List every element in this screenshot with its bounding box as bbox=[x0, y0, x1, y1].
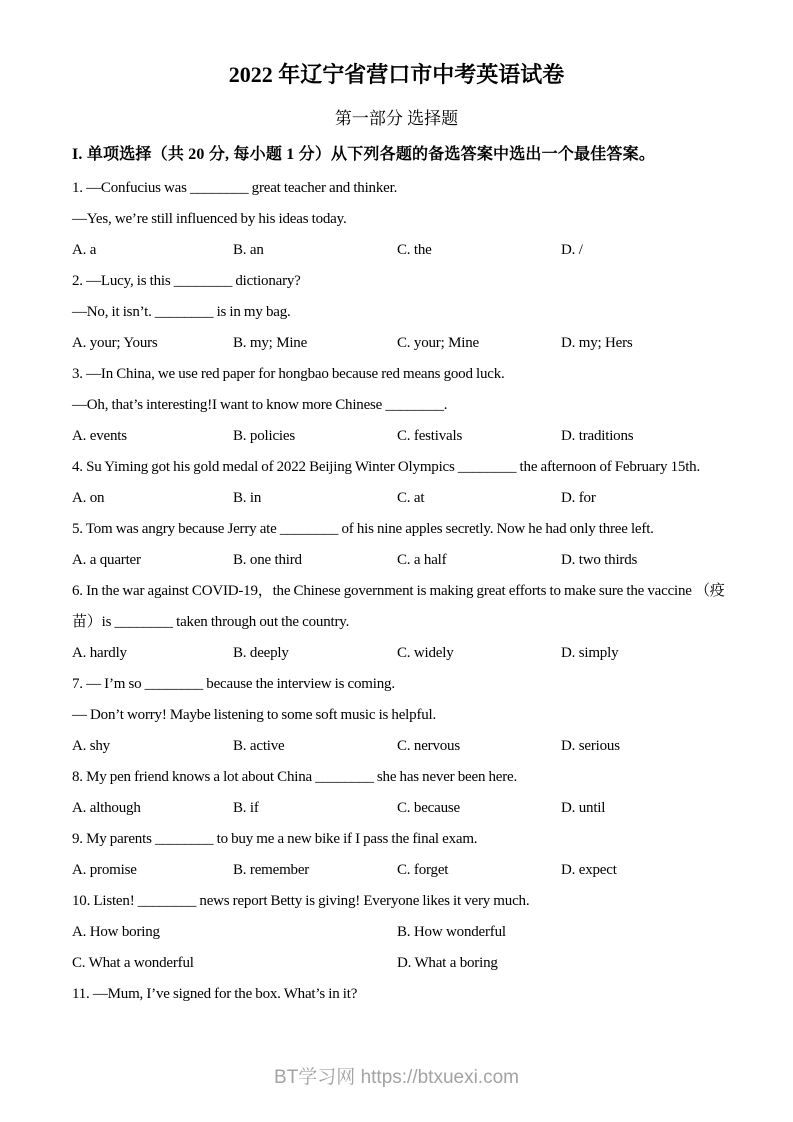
answer-option-b: B. one third bbox=[233, 552, 302, 568]
answer-option-d: D. two thirds bbox=[561, 552, 638, 568]
question-5 bbox=[72, 514, 737, 576]
answer-option-a: A. events bbox=[72, 428, 127, 444]
answer-option-c: C. festivals bbox=[397, 428, 463, 444]
question-9 bbox=[72, 824, 737, 886]
answer-option-d: D. expect bbox=[561, 862, 617, 878]
question-1 bbox=[72, 173, 737, 266]
answer-option-d: D. traditions bbox=[561, 428, 634, 444]
answer-option-b: B. deeply bbox=[233, 645, 289, 661]
answer-option-a: A. although bbox=[72, 800, 141, 816]
answer-option-c: C. at bbox=[397, 490, 425, 506]
options-row bbox=[72, 855, 737, 886]
question-6 bbox=[72, 576, 737, 669]
question-line: 9. My parents ________ to buy me a new bike if I pass the final exam. bbox=[72, 831, 478, 847]
section-instruction: I. 单项选择（共 20 分, 每小题 1 分）从下列各题的备选答案中选出一个最佳答案。 bbox=[72, 146, 656, 163]
question-4 bbox=[72, 452, 737, 514]
answer-option-c: C. What a wonderful bbox=[72, 955, 194, 971]
answer-option-b: B. in bbox=[233, 490, 262, 506]
options-row bbox=[72, 638, 737, 669]
options-row bbox=[72, 917, 737, 979]
answer-option-c: C. widely bbox=[397, 645, 454, 661]
question-11 bbox=[72, 979, 737, 1010]
options-row bbox=[72, 328, 737, 359]
answer-option-b: B. my; Mine bbox=[233, 335, 308, 351]
answer-option-a: A. a bbox=[72, 242, 97, 258]
answer-option-a: A. a quarter bbox=[72, 552, 141, 568]
question-10 bbox=[72, 886, 737, 979]
answer-option-d: D. until bbox=[561, 800, 606, 816]
options-row bbox=[72, 793, 737, 824]
options-row bbox=[72, 545, 737, 576]
question-line: 6. In the war against COVID-19，the Chinese government is making great efforts to make sure the vaccine （疫苗）is ________ taken through out the country. bbox=[72, 583, 725, 630]
page-title: 2022 年辽宁省营口市中考英语试卷 bbox=[228, 62, 565, 87]
question-line: 2. —Lucy, is this ________ dictionary? bbox=[72, 273, 301, 289]
answer-option-d: D. my; Hers bbox=[561, 335, 633, 351]
answer-option-d: D. for bbox=[561, 490, 596, 506]
question-3 bbox=[72, 359, 737, 452]
answer-option-b: B. an bbox=[233, 242, 264, 258]
question-line: 1. —Confucius was ________ great teacher and thinker. bbox=[72, 180, 398, 196]
answer-option-d: D. serious bbox=[561, 738, 620, 754]
answer-option-a: A. shy bbox=[72, 738, 110, 754]
question-8 bbox=[72, 762, 737, 824]
watermark-footer: BT学习网 https://btxuexi.com bbox=[274, 1067, 519, 1088]
section-heading: 第一部分 选择题 bbox=[334, 109, 459, 128]
question-line: 5. Tom was angry because Jerry ate ________ of his nine apples secretly. Now he had only three left. bbox=[72, 521, 654, 537]
answer-option-a: A. How boring bbox=[72, 924, 160, 940]
options-row bbox=[72, 421, 737, 452]
answer-option-b: B. if bbox=[233, 800, 259, 816]
answer-option-b: B. remember bbox=[233, 862, 310, 878]
question-line: —Yes, we’re still influenced by his ideas today. bbox=[72, 211, 347, 227]
question-line: — Don’t worry! Maybe listening to some soft music is helpful. bbox=[72, 707, 437, 723]
options-row bbox=[72, 235, 737, 266]
question-line: 8. My pen friend knows a lot about China ________ she has never been here. bbox=[72, 769, 518, 785]
answer-option-b: B. How wonderful bbox=[397, 924, 506, 940]
questions-list bbox=[72, 173, 737, 1010]
question-line: —No, it isn’t. ________ is in my bag. bbox=[72, 304, 291, 320]
answer-option-c: C. your; Mine bbox=[397, 335, 479, 351]
question-2 bbox=[72, 266, 737, 359]
question-line: 11. —Mum, I’ve signed for the box. What’s in it? bbox=[72, 986, 358, 1002]
answer-option-a: A. hardly bbox=[72, 645, 127, 661]
answer-option-b: B. active bbox=[233, 738, 285, 754]
answer-option-c: C. forget bbox=[397, 862, 449, 878]
options-row bbox=[72, 731, 737, 762]
answer-option-c: C. a half bbox=[397, 552, 447, 568]
question-line: 7. — I’m so ________ because the interview is coming. bbox=[72, 676, 395, 692]
answer-option-a: A. your; Yours bbox=[72, 335, 158, 351]
answer-option-b: B. policies bbox=[233, 428, 295, 444]
answer-option-a: A. on bbox=[72, 490, 105, 506]
answer-option-d: D. / bbox=[561, 242, 583, 258]
answer-option-c: C. the bbox=[397, 242, 432, 258]
answer-option-a: A. promise bbox=[72, 862, 137, 878]
question-line: 10. Listen! ________ news report Betty is giving! Everyone likes it very much. bbox=[72, 893, 530, 909]
question-line: 3. —In China, we use red paper for hongbao because red means good luck. bbox=[72, 366, 505, 382]
answer-option-d: D. What a boring bbox=[397, 955, 498, 971]
answer-option-c: C. because bbox=[397, 800, 460, 816]
options-row bbox=[72, 483, 737, 514]
answer-option-d: D. simply bbox=[561, 645, 619, 661]
question-line: —Oh, that’s interesting!I want to know more Chinese ________. bbox=[72, 397, 448, 413]
answer-option-c: C. nervous bbox=[397, 738, 460, 754]
question-line: 4. Su Yiming got his gold medal of 2022 Beijing Winter Olympics ________ the afternoon of February 15th. bbox=[72, 459, 701, 475]
question-7 bbox=[72, 669, 737, 762]
